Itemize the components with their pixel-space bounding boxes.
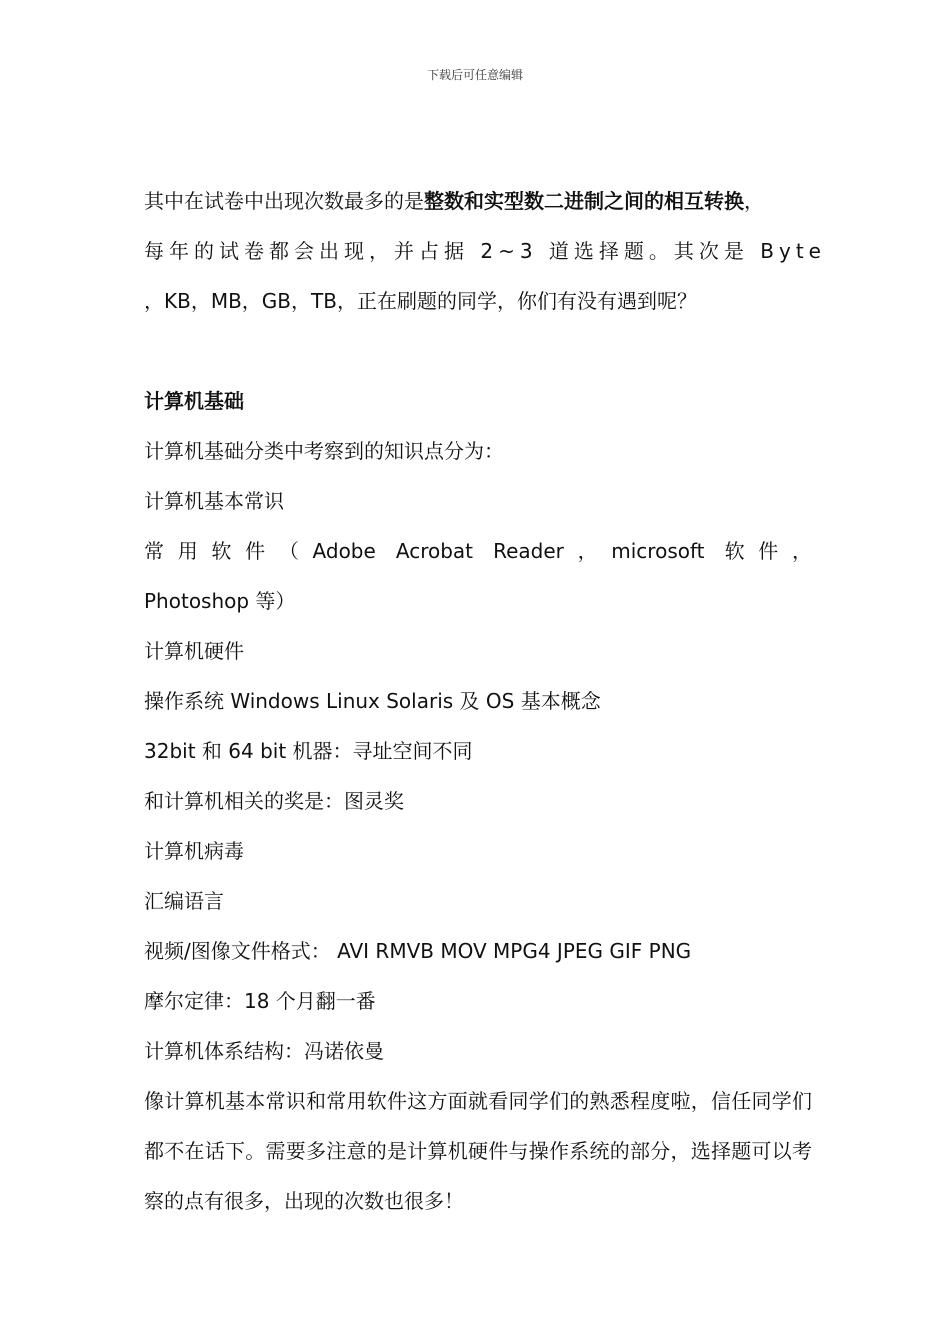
page-header: 下载后可任意编辑 — [426, 68, 523, 82]
section-subtitle: 计算机基础分类中考察到的知识点分为： — [144, 439, 504, 463]
list-item: 视频/图像文件格式： AVI RMVB MOV MPG4 JPEG GIF PNG — [144, 939, 692, 963]
list-item: 计算机体系结构：冯诺依曼 — [144, 1039, 384, 1063]
section-title: 计算机基础 — [144, 389, 244, 413]
list-item: 摩尔定律：18 个月翻一番 — [144, 989, 376, 1013]
intro-emphasis: 整数和实型数二进制之间的相互转换 — [424, 189, 744, 213]
list-item: Photoshop 等） — [144, 589, 296, 613]
list-item: 常用软件（Adobe Acrobat Reader，microsoft 软件， — [144, 539, 812, 563]
list-item: 和计算机相关的奖是：图灵奖 — [144, 789, 404, 813]
intro-text: 其中在试卷中出现次数最多的是 — [144, 189, 424, 213]
intro-line-2: 每年的试卷都会出现，并占据 2~3 道选择题。其次是 Byte — [144, 239, 826, 263]
closing-paragraph: 像计算机基本常识和常用软件这方面就看同学们的熟悉程度啦，信任同学们都不在话下。需要多注意的是计算机硬件与操作系统的部分，选择题可以考察的点有很多，出现的次数也很多！ — [144, 1089, 812, 1213]
list-item: 32bit 和 64 bit 机器：寻址空间不同 — [144, 739, 473, 763]
intro-line-3: ，KB，MB，GB，TB，正在刷题的同学，你们有没有遇到呢？ — [144, 289, 697, 313]
intro-line-1 — [144, 176, 812, 226]
list-item: 计算机病毒 — [144, 839, 244, 863]
list-item: 汇编语言 — [144, 889, 224, 913]
document-body — [144, 176, 826, 1226]
list-item: 操作系统 Windows Linux Solaris 及 OS 基本概念 — [144, 689, 601, 713]
spacer — [144, 326, 812, 376]
list-item: 计算机硬件 — [144, 639, 244, 663]
intro-punctuation: ， — [744, 189, 764, 213]
list-item: 计算机基本常识 — [144, 489, 284, 513]
